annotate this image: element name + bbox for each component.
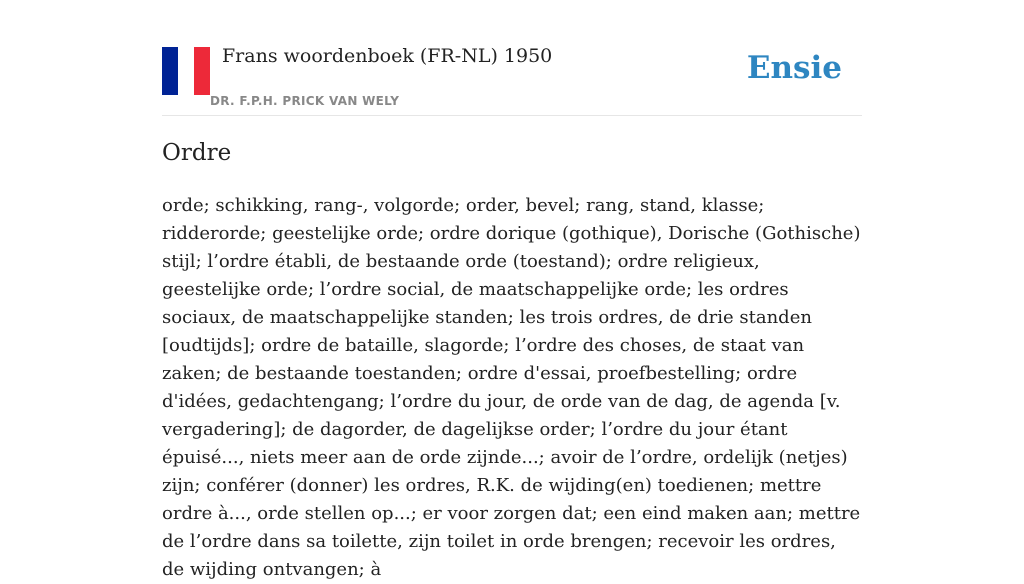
flag-stripe-blue	[162, 47, 178, 95]
dictionary-header	[162, 0, 862, 116]
dictionary-title-link[interactable]: Frans woordenboek (FR-NL) 1950	[222, 45, 553, 67]
flag-stripe-red	[194, 47, 210, 95]
french-flag-icon	[162, 47, 210, 95]
content-container	[162, 0, 862, 580]
dictionary-author: DR. F.P.H. PRICK VAN WELY	[210, 94, 400, 108]
ensie-logo-link[interactable]: Ensie	[746, 50, 842, 86]
entry-title: Ordre	[162, 140, 232, 166]
flag-stripe-white	[178, 47, 194, 95]
entry-definition: orde; schikking, rang-, volgorde; order, bevel; rang, stand, klasse; ridderorde; geestelijke orde; ordre dorique (gothique), Dorische (Gothische) stijl; l’ordre établi, de bestaande orde (toestand); ordre religieux, geestelijke orde; l’ordre social, de maatschappelijke orde; les ordres sociaux, de maatschappelijke standen; les trois ordres, de drie standen [oudtijds]; ordre de bataille, slagorde; l’ordre des choses, de staat van zaken; de bestaande toestanden; ordre d'essai, proefbestelling; ordre d'idées, gedachtengang; l’ordre du jour, de orde van de dag, de agenda [v. vergadering]; de dagorder, de dagelijkse order; l’ordre du jour étant épuisé..., niets meer aan de orde zijnde...; avoir de l’ordre, ordelijk (netjes) zijn; conférer (donner) les ordres, R.K. de wijding(en) toedienen; mettre ordre à..., orde stellen op...; er voor zorgen dat; een eind maken aan; mettre de l’ordre dans sa toilette, zijn toilet in orde brengen; recevoir les ordres, de wijding ontvangen; à	[162, 195, 861, 580]
